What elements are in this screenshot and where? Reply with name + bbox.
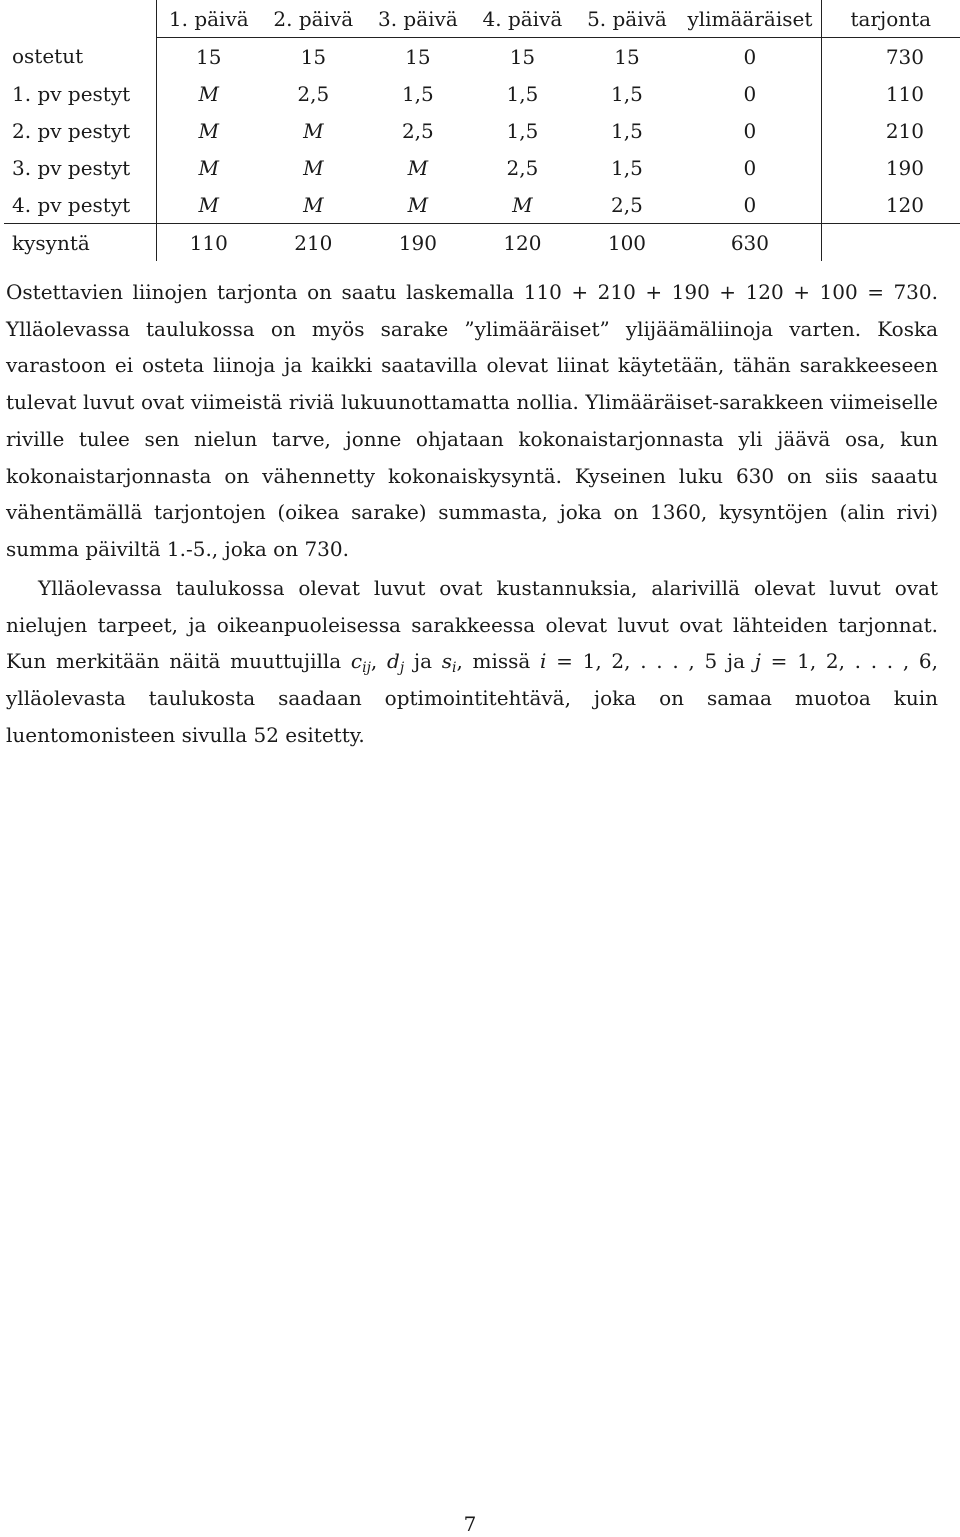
table-cell: M bbox=[470, 186, 575, 224]
table-cell: 1,5 bbox=[506, 118, 539, 143]
demand-cell: 190 bbox=[398, 230, 437, 255]
text-run: = 1, 2, . . . , 5 ja bbox=[546, 649, 755, 674]
table-header-row bbox=[4, 0, 960, 38]
table-cell: M bbox=[366, 186, 471, 224]
text-run: , missä bbox=[456, 649, 541, 674]
row-label: ostetut bbox=[4, 38, 156, 76]
page-number: 7 bbox=[463, 1512, 477, 1536]
demand-cell: 110 bbox=[189, 230, 228, 255]
header-extra: ylimääräiset bbox=[679, 0, 821, 38]
table-cell: 15 bbox=[196, 44, 222, 69]
table-cell: M bbox=[198, 155, 220, 180]
paragraph-text bbox=[6, 570, 938, 754]
math-sub-i: i bbox=[451, 660, 457, 677]
row-label: 3. pv pestyt bbox=[4, 149, 156, 186]
table-cell: 0 bbox=[679, 186, 821, 224]
paragraph-text: Ostettavien liinojen tarjonta on saatu laskemalla 110 + 210 + 190 + 120 + 100 = 730. Ylläolevassa taulukossa on myös sarake ”ylimääräiset” ylijäämäliinoja varten. Koska varastoon ei osteta liinoja ja kaikki saatavilla olevat liinat käytetään, tähän sarakkeeseen tulevat luvut ovat viimeistä riviä lukuunottamatta nollia. Ylimääräiset-sarakkeen viimeiselle riville tulee sen nielun tarve, jonne ohjataan kokonaistarjonnasta yli jäävä osa, kun kokonaistarjonnasta on vähennetty kokonaiskysyntä. Kyseinen luku 630 on siis saaatu vähentämällä tarjontojen (oikea sarake) summasta, joka on 1360, kysyntöjen (alin rivi) summa päiviltä 1.-5., joka on 730. bbox=[6, 280, 938, 561]
math-var-c: c bbox=[350, 649, 363, 674]
text-run: ylläolevasta taulukosta saadaan optimointitehtävä, joka on samaa muotoa kuin luentomonisteen sivulla 52 esitetty. bbox=[6, 686, 938, 747]
row-label: kysyntä bbox=[4, 224, 156, 262]
table-cell: 0 bbox=[679, 75, 821, 112]
paragraph-variables bbox=[6, 570, 938, 754]
math-var-i: i bbox=[540, 649, 547, 674]
table-cell: 1,5 bbox=[401, 81, 434, 106]
header-day-3: 3. päivä bbox=[366, 0, 471, 38]
empty-cell bbox=[821, 224, 960, 262]
supply-cell: 210 bbox=[885, 118, 924, 143]
text-run: ja bbox=[404, 649, 442, 674]
demand-cell: 120 bbox=[503, 230, 542, 255]
table-cell: 15 bbox=[300, 44, 327, 69]
table-cell: M bbox=[407, 155, 429, 180]
table-cell: 2,5 bbox=[401, 118, 434, 143]
demand-cell: 210 bbox=[294, 230, 333, 255]
table-cell: 0 bbox=[679, 149, 821, 186]
demand-row bbox=[4, 224, 960, 262]
table-row bbox=[4, 186, 960, 224]
table-cell: M bbox=[198, 118, 220, 143]
table-cell: 2,5 bbox=[575, 186, 680, 224]
table-cell: M bbox=[303, 118, 324, 143]
supply-cell: 730 bbox=[885, 44, 924, 69]
table-cell: 0 bbox=[679, 38, 821, 76]
table-cell: M bbox=[198, 81, 220, 106]
math-var-j: j bbox=[754, 649, 761, 674]
text-run: Ylläolevassa taulukossa olevat luvut ovat kustannuksia, alarivillä olevat luvut ovat nielujen tarpeet, ja oikeanpuoleisessa sarakkeessa olevat luvut ovat lähteiden tarjonnat. Kun merkitään näitä muuttujilla bbox=[6, 576, 938, 674]
table-cell: M bbox=[156, 186, 261, 224]
math-sub-j: j bbox=[399, 660, 405, 677]
paragraph-supply-explanation bbox=[6, 274, 938, 568]
text-run: = 1, 2, . . . , 6, bbox=[760, 649, 939, 674]
header-day-4: 4. päivä bbox=[470, 0, 575, 38]
math-sub-ij: ij bbox=[362, 660, 371, 677]
table-row bbox=[4, 75, 960, 112]
table-row bbox=[4, 149, 960, 186]
table-corner-cell bbox=[4, 0, 156, 38]
transport-table bbox=[4, 0, 960, 261]
demand-cell: 630 bbox=[679, 224, 821, 262]
supply-cell: 190 bbox=[885, 155, 924, 180]
table-cell: 2,5 bbox=[297, 81, 330, 106]
table-row bbox=[4, 112, 960, 149]
table-cell: 0 bbox=[679, 112, 821, 149]
table-cell: 15 bbox=[405, 44, 431, 69]
header-day-5: 5. päivä bbox=[575, 0, 680, 38]
supply-cell: 110 bbox=[885, 81, 924, 106]
math-var-s: s bbox=[441, 649, 452, 674]
table-cell: M bbox=[303, 155, 324, 180]
table-cell: 1,5 bbox=[611, 118, 643, 143]
demand-cell: 100 bbox=[607, 230, 647, 255]
row-label: 1. pv pestyt bbox=[4, 75, 156, 112]
table-cell: 15 bbox=[614, 44, 640, 69]
math-var-d: d bbox=[387, 649, 400, 674]
supply-cell: 120 bbox=[821, 186, 960, 224]
table-row bbox=[4, 38, 960, 76]
text-run: , bbox=[370, 649, 387, 674]
row-label: 2. pv pestyt bbox=[4, 112, 156, 149]
table-cell: 2,5 bbox=[506, 155, 539, 180]
table-cell: 1,5 bbox=[506, 81, 539, 106]
table-cell: 1,5 bbox=[611, 155, 643, 180]
row-label: 4. pv pestyt bbox=[4, 186, 156, 224]
header-day-2: 2. päivä bbox=[261, 0, 366, 38]
table-cell: 15 bbox=[509, 44, 536, 69]
header-day-1: 1. päivä bbox=[156, 0, 261, 38]
table-cell: 1,5 bbox=[611, 81, 643, 106]
table-cell: M bbox=[261, 186, 366, 224]
header-supply: tarjonta bbox=[821, 0, 960, 38]
